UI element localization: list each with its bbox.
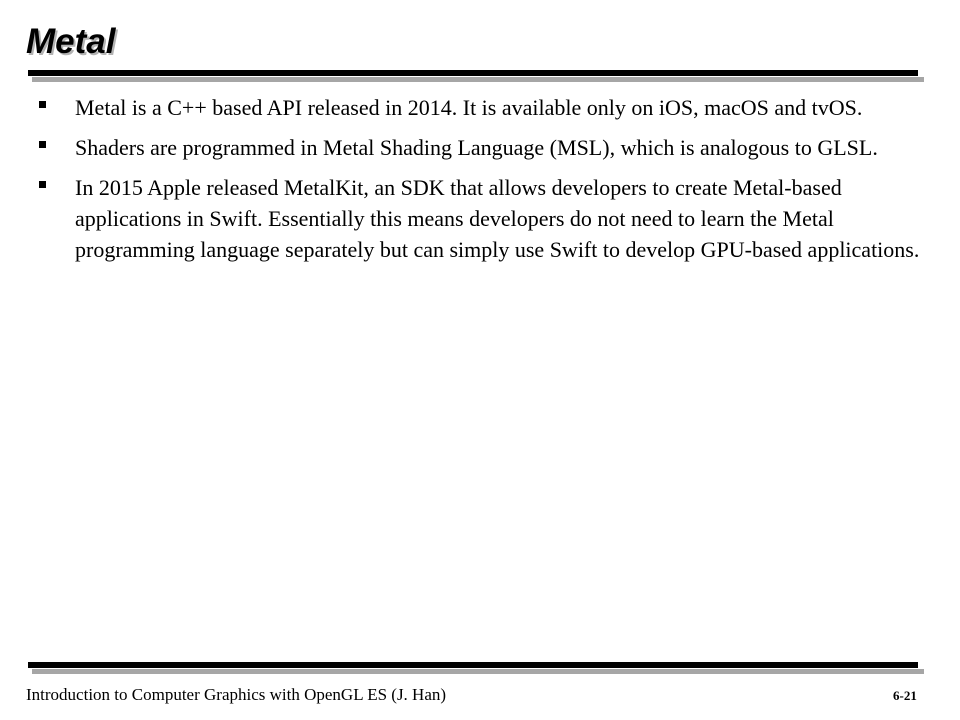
bullet-text-1: Metal is a C++ based API released in 2014. It is available only on iOS, macOS and tvOS. [75,95,863,120]
title-divider-shadow [32,77,924,82]
square-bullet-icon [39,101,46,108]
bullet-item-2 [38,132,928,163]
bullet-text-3: In 2015 Apple released MetalKit, an SDK that allows developers to create Metal-based applications in Swift. Essentially this means developers do not need to learn the Metal programming language separately but can simply use Swift to develop GPU-based applications. [75,175,920,262]
footer-divider [28,662,918,668]
footer-divider-shadow [32,669,924,674]
bullet-item-3 [38,172,928,265]
slide-title: Metal [26,22,116,61]
title-divider [28,70,918,76]
square-bullet-icon [39,141,46,148]
page-number: 6-21 [893,688,917,703]
bullet-item-1 [38,92,928,123]
bullet-list [38,92,928,274]
square-bullet-icon [39,181,46,188]
bullet-text-2: Shaders are programmed in Metal Shading Language (MSL), which is analogous to GLSL. [75,135,878,160]
footer-course-title: Introduction to Computer Graphics with OpenGL ES (J. Han) [26,685,447,704]
